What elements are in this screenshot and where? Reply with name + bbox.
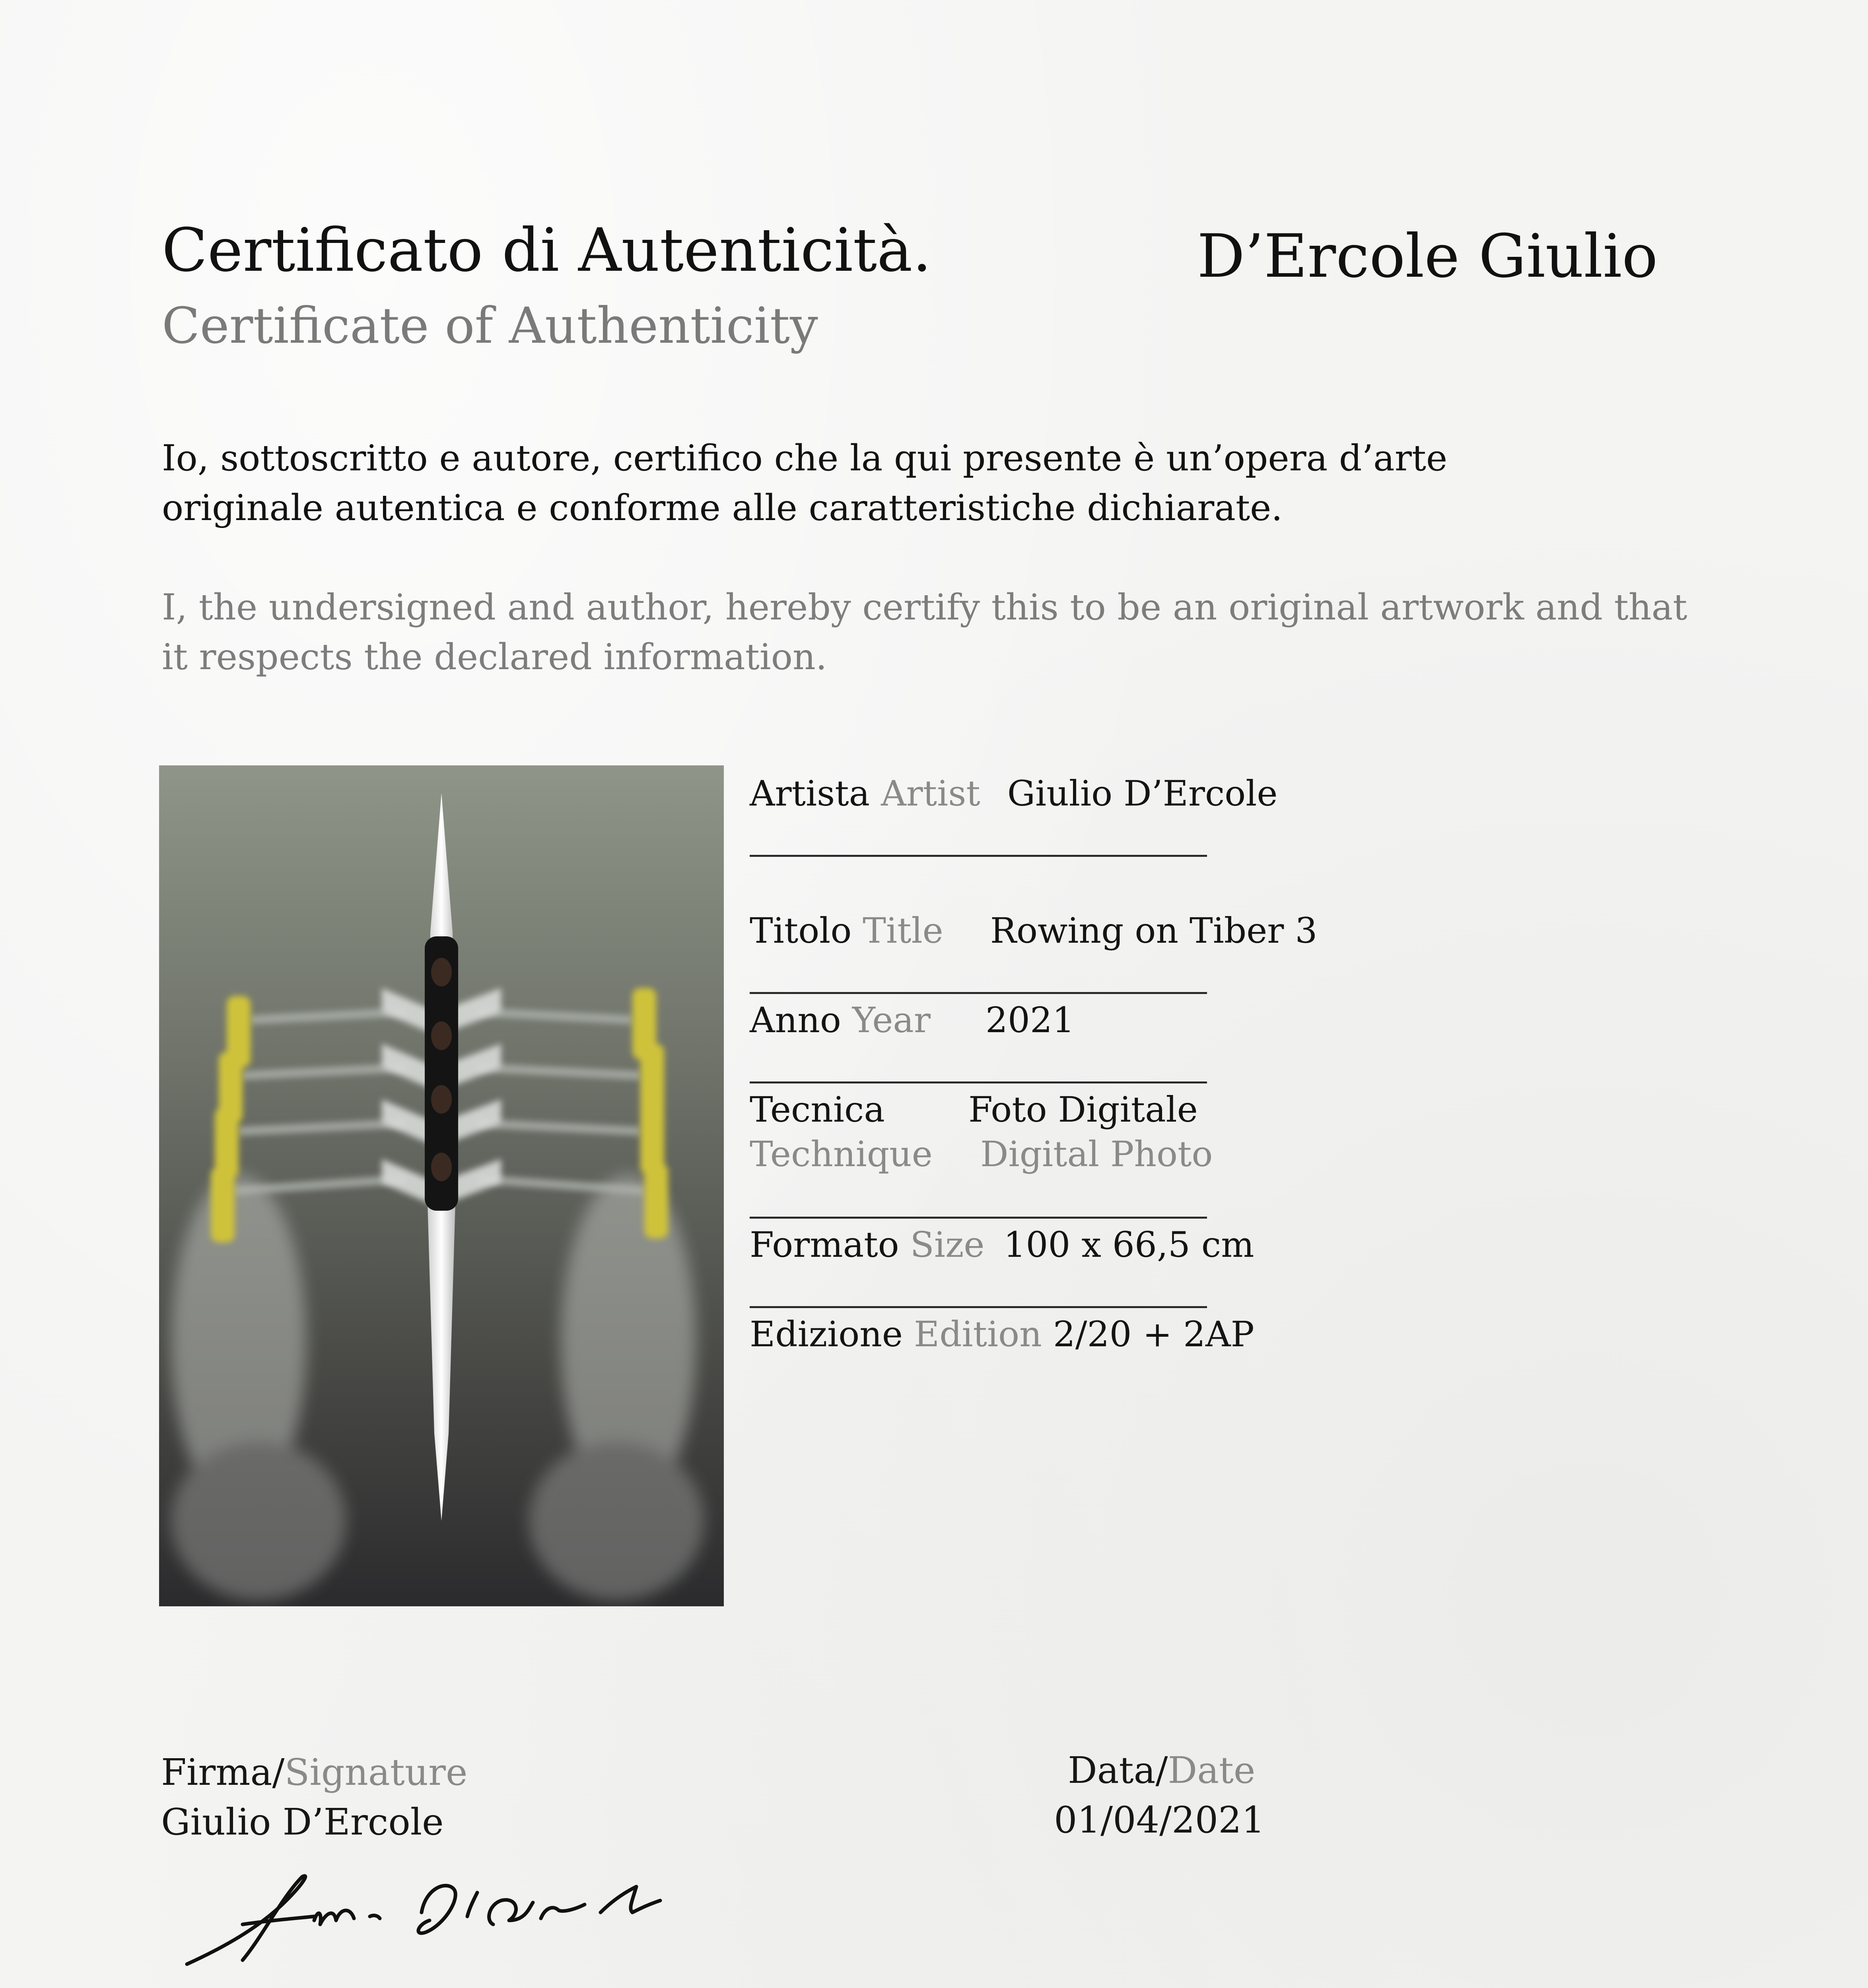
date-label-italian: Data [1068, 1749, 1156, 1792]
certificate-title-english: Certificate of Authenticity [162, 297, 818, 355]
signature-label-english: Signature [284, 1751, 468, 1794]
certificate-title-italian: Certificato di Autenticità. [162, 216, 932, 285]
detail-title [750, 909, 1317, 953]
edition-label-english: Edition [914, 1314, 1042, 1355]
statement-english: I, the undersigned and author, hereby certify this to be an original artwork and that it respects the declared information. [162, 586, 1687, 678]
detail-divider [750, 992, 1207, 994]
signer-name: Giulio D’Ercole [161, 1801, 444, 1843]
title-label-english: Title [863, 910, 943, 951]
detail-divider [750, 855, 1207, 857]
artist-label-italian: Artista [750, 773, 870, 814]
year-label-italian: Anno [750, 1000, 841, 1041]
detail-divider [750, 1306, 1207, 1308]
date-label-separator: / [1155, 1749, 1168, 1792]
technique-label-english: Technique [750, 1134, 933, 1175]
artwork-photo [159, 765, 724, 1606]
detail-divider [750, 1081, 1207, 1083]
artist-value: Giulio D’Ercole [1007, 773, 1278, 814]
signature-label-separator: / [272, 1751, 285, 1794]
title-label-italian: Titolo [750, 910, 852, 951]
technique-value-italian: Foto Digitale [968, 1089, 1198, 1130]
year-value: 2021 [985, 1000, 1075, 1041]
technique-label-italian: Tecnica [750, 1089, 885, 1130]
size-label-english: Size [910, 1224, 985, 1265]
signature-label-italian: Firma [161, 1751, 272, 1794]
statement-italian: Io, sottoscritto e autore, certifico che la qui presente è un’opera d’arte originale autentica e conforme alle caratteristiche dichiarate. [162, 437, 1448, 529]
date-value: 01/04/2021 [1054, 1799, 1265, 1841]
artist-label-english: Artist [881, 773, 980, 814]
detail-divider [750, 1217, 1207, 1219]
technique-value-english: Digital Photo [980, 1134, 1213, 1175]
edition-label-italian: Edizione [750, 1314, 903, 1355]
size-label-italian: Formato [750, 1224, 899, 1265]
date-label-english: Date [1168, 1749, 1256, 1792]
title-value: Rowing on Tiber 3 [990, 910, 1318, 951]
detail-edition [750, 1312, 1254, 1357]
detail-size [750, 1223, 1254, 1267]
size-value: 100 x 66,5 cm [1003, 1224, 1254, 1265]
signature-label [161, 1747, 467, 1797]
artist-header-name: D’Ercole Giulio [1197, 222, 1658, 291]
edition-value: 2/20 + 2AP [1053, 1314, 1254, 1355]
detail-year [750, 998, 1075, 1043]
year-label-english: Year [852, 1000, 931, 1041]
detail-artist [750, 771, 1277, 816]
detail-technique [750, 1087, 1213, 1176]
date-label [1068, 1745, 1255, 1795]
handwritten-signature [183, 1865, 680, 1980]
